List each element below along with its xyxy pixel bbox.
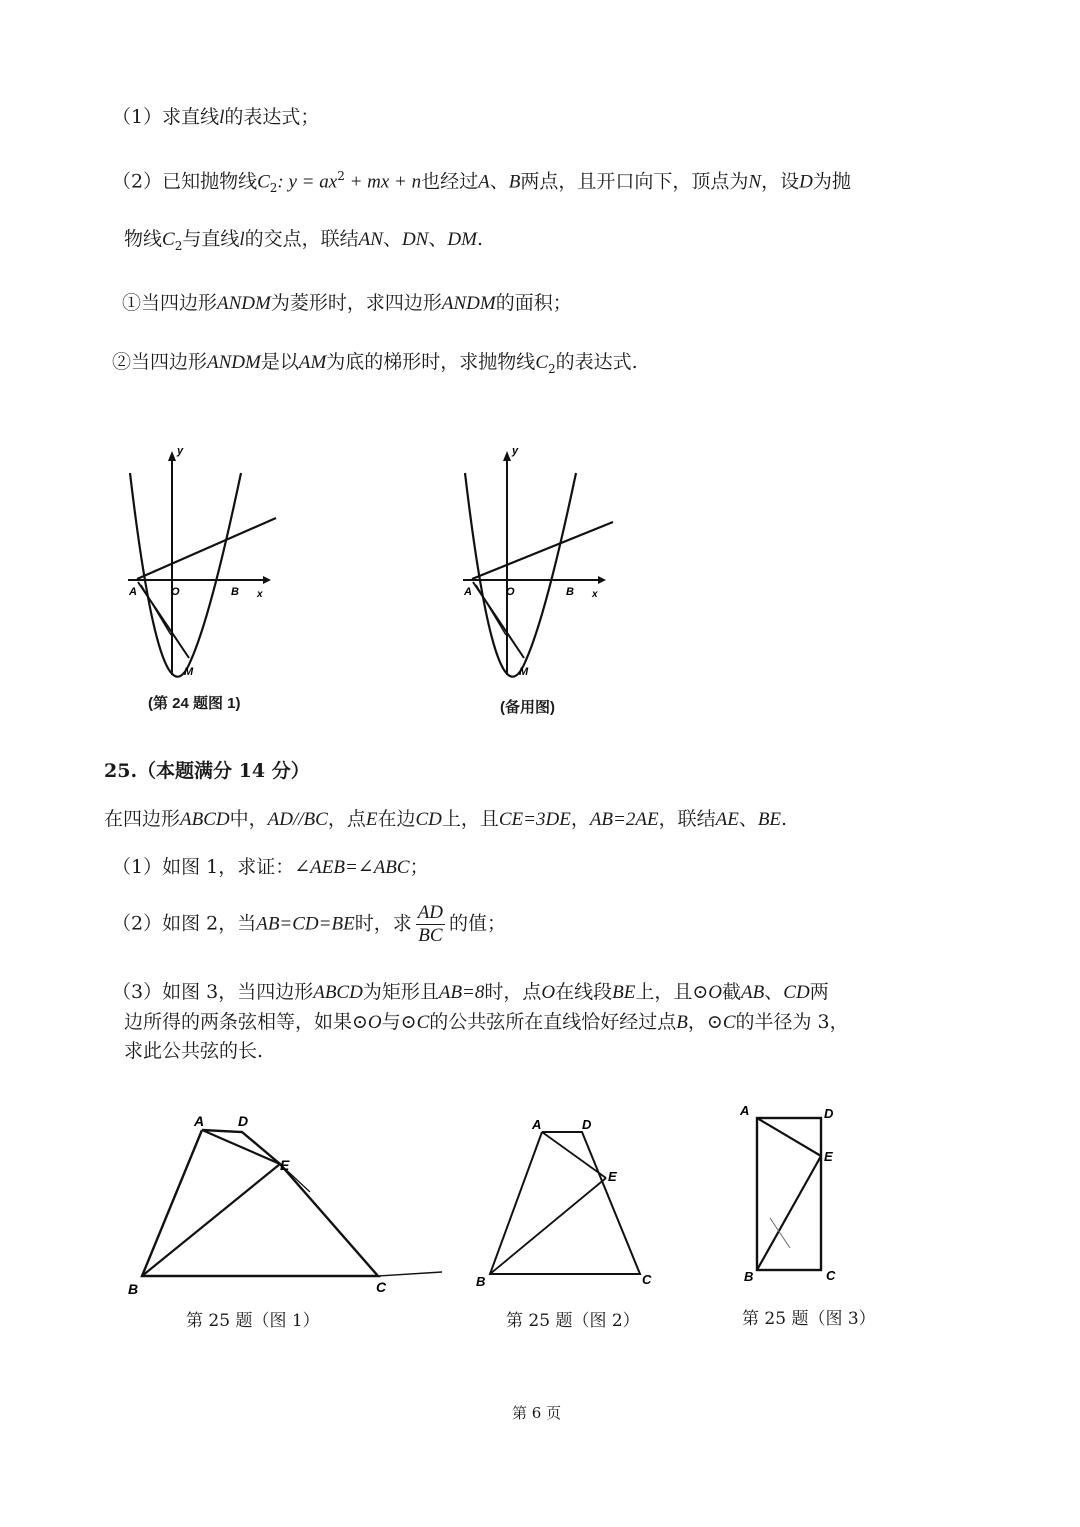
line-l (137, 518, 276, 579)
q24-figure-1 (115, 445, 305, 720)
q24-part2-line1: （2）已知抛物线$C_2$: $y = ax^2$ + mx + n也经过A、B两点，且开口向下，顶点为N，设D为抛 (112, 169, 851, 196)
q25-stem: 在四边形ABCD中，AD//BC，点E在边CD上，且CE=3DE，AB=2AE，联结AE、BE. (104, 808, 788, 830)
label-O: O (171, 586, 180, 598)
q24-part1: （1）求直线l的表达式； (112, 106, 320, 128)
label-D: D (824, 1106, 834, 1121)
label-B: B (476, 1274, 486, 1289)
label-x: x (592, 589, 598, 600)
q24-figure-2-caption: (备用图) (500, 699, 555, 716)
q25-part2: （2）如图 2，当AB=CD=BE时，求 $\frac{AD}{BC}$ 的值； (112, 902, 507, 946)
label-A: A (194, 1113, 205, 1129)
q25-figure-2-caption: 第 25 题（图 2） (506, 1311, 640, 1331)
q25-part3-line3: 求此公共弦的长. (124, 1040, 264, 1062)
segment-BE (757, 1156, 821, 1270)
q25-figure-2 (470, 1110, 660, 1300)
label-D: D (238, 1113, 249, 1129)
label-x: x (257, 589, 263, 600)
segment-AE (202, 1130, 280, 1164)
q25-figure-3-caption: 第 25 题（图 3） (742, 1309, 876, 1329)
q25-title: 25.（本题满分 14 分） (104, 760, 310, 782)
q25-part1: （1）如图 1，求证：∠AEB=∠ABC； (112, 856, 429, 878)
label-E: E (280, 1157, 290, 1173)
label-C: C (376, 1279, 387, 1295)
q25-part3-line1: （3）如图 3，当四边形ABCD为矩形且AB=8时，点O在线段BE上，且⊙O截AB、CD两 (112, 981, 829, 1003)
q25-figure-1-caption: 第 25 题（图 1） (186, 1311, 320, 1331)
q24-figure-1-caption: (第 24 题图 1) (148, 695, 241, 712)
segment-AE (757, 1118, 821, 1156)
label-B: B (231, 586, 239, 598)
fraction-AD-BC: $\frac{AD}{BC}$ (417, 902, 444, 946)
label-M: M (184, 666, 194, 678)
page-number: 第 6 页 (512, 1404, 562, 1422)
segment-BE (142, 1164, 280, 1276)
label-B: B (128, 1281, 139, 1297)
q24-sub2: ②当四边形ANDM是以AM为底的梯形时，求抛物线$C_2$的表达式. (112, 351, 638, 376)
label-A: A (464, 586, 472, 598)
q24-figure-2 (450, 445, 640, 720)
label-C: C (826, 1268, 836, 1283)
label-y: y (177, 445, 184, 457)
label-A: A (740, 1103, 750, 1118)
label-D: D (582, 1117, 592, 1132)
label-A: A (129, 586, 137, 598)
label-B: B (566, 586, 574, 598)
label-E: E (608, 1169, 617, 1184)
quadrilateral-ABCD (142, 1130, 378, 1276)
quadrilateral-ABCD (490, 1132, 640, 1274)
label-y: y (512, 445, 519, 457)
q25-figure-3 (730, 1098, 850, 1293)
line-l (472, 522, 613, 579)
q24-part2-line2: 物线$C_2$与直线l的交点，联结AN、DN、DM. (124, 228, 483, 253)
q25-part3-line2: 边所得的两条弦相等，如果⊙O与⊙C的公共弦所在直线恰好经过点B，⊙C的半径为 3， (124, 1011, 849, 1033)
label-E: E (824, 1149, 833, 1164)
label-O: O (506, 586, 515, 598)
label-C: C (642, 1272, 652, 1287)
label-A: A (532, 1117, 542, 1132)
q24-sub1: ①当四边形ANDM为菱形时，求四边形ANDM的面积； (122, 292, 572, 314)
q25-figure-1 (120, 1108, 460, 1303)
label-M: M (519, 666, 529, 678)
label-B: B (744, 1269, 754, 1284)
segment-AE (542, 1132, 606, 1178)
